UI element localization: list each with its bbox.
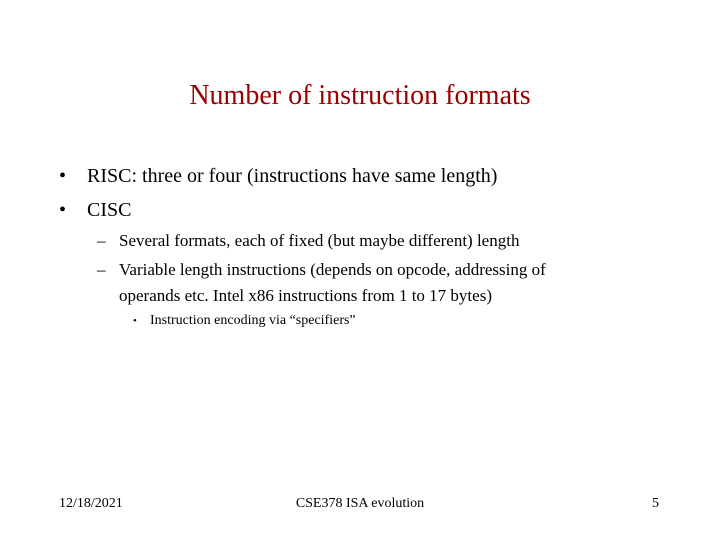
sub-sub-bullet-text: Instruction encoding via “specifiers” <box>150 313 356 328</box>
sub-bullet-variable-length <box>97 257 546 283</box>
sub-bullet-several-formats <box>97 228 519 254</box>
bullet-marker: • <box>59 165 67 187</box>
sub-bullet-variable-length-continued: operands etc. Intel x86 instructions from 1 to 17 bytes) <box>119 286 492 305</box>
small-bullet-marker: • <box>133 315 137 327</box>
footer-page-number: 5 <box>652 496 659 511</box>
footer-date: 12/18/2021 <box>59 496 123 511</box>
footer-course: CSE378 ISA evolution <box>295 496 425 511</box>
dash-marker: – <box>97 260 106 279</box>
bullet-marker: • <box>59 199 67 221</box>
sub-sub-bullet-encoding <box>133 311 356 331</box>
sub-bullet-text-line1: Variable length instructions (depends on opcode, addressing of <box>119 260 546 279</box>
sub-bullet-text: Several formats, each of fixed (but maybe different) length <box>119 231 520 250</box>
bullet-item-cisc <box>59 197 131 223</box>
dash-marker: – <box>97 231 106 250</box>
bullet-item-risc <box>59 163 497 189</box>
slide-title: Number of instruction formats <box>189 80 531 111</box>
bullet-text: RISC: three or four (instructions have same length) <box>87 165 498 187</box>
bullet-text: CISC <box>87 199 132 221</box>
